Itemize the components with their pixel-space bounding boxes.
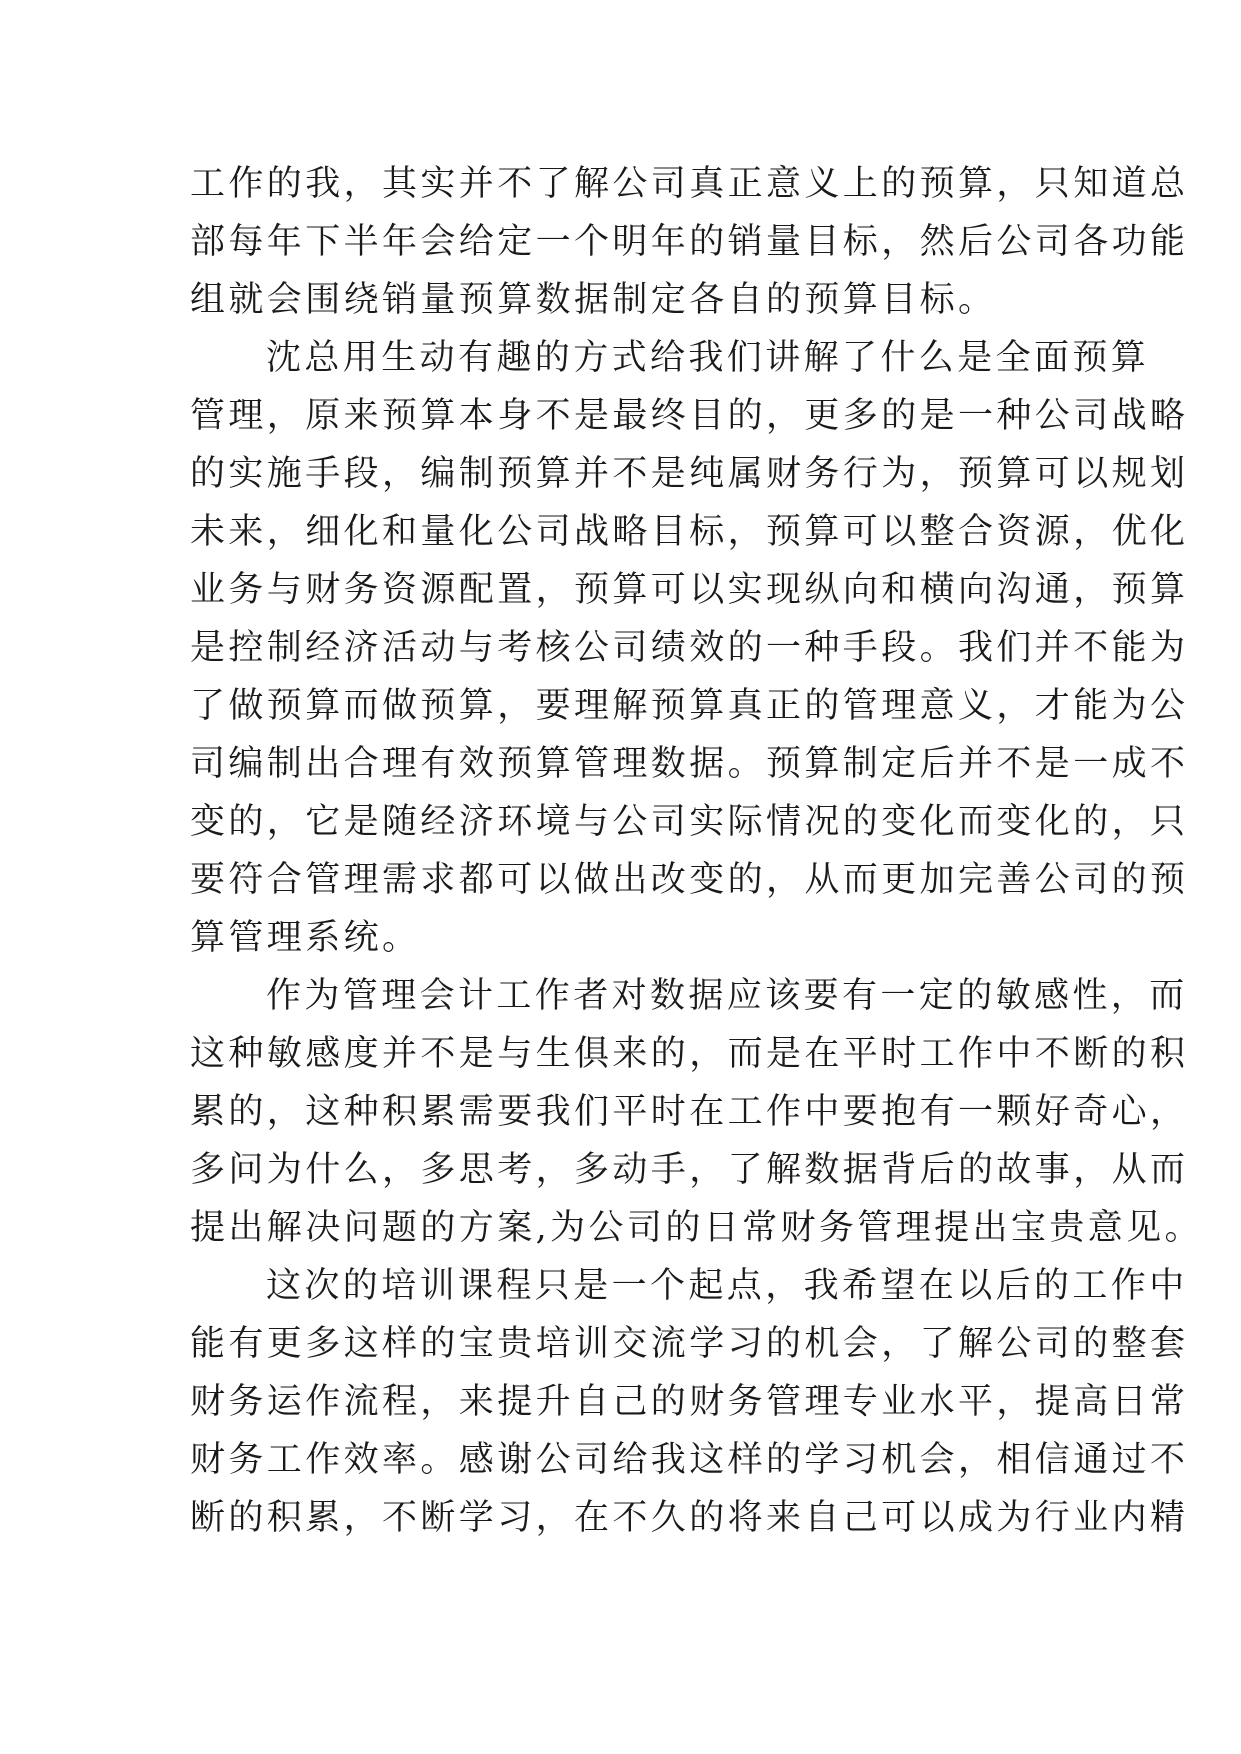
paragraph-1 — [190, 155, 1189, 329]
text-line: 多问为什么，多思考，多动手，了解数据背后的故事，从而 — [190, 1150, 1189, 1190]
paragraph-4 — [190, 1257, 1189, 1547]
text-line: 部每年下半年会给定一个明年的销量目标，然后公司各功能 — [190, 222, 1189, 262]
text-line: 业务与财务资源配置，预算可以实现纵向和横向沟通，预算 — [190, 570, 1189, 610]
paragraph-3 — [190, 967, 1203, 1257]
text-line: 变的，它是随经济环境与公司实际情况的变化而变化的，只 — [190, 802, 1189, 842]
text-line: 沈总用生动有趣的方式给我们讲解了什么是全面预算 — [266, 338, 1150, 378]
text-line: 能有更多这样的宝贵培训交流学习的机会，了解公司的整套 — [190, 1324, 1189, 1364]
text-line: 了做预算而做预算，要理解预算真正的管理意义，才能为公 — [190, 686, 1189, 726]
text-line: 工作的我，其实并不了解公司真正意义上的预算，只知道总 — [190, 164, 1189, 204]
document-body — [190, 155, 1203, 1547]
text-line: 断的积累，不断学习，在不久的将来自己可以成为行业内精 — [190, 1498, 1189, 1538]
text-line: 这种敏感度并不是与生俱来的，而是在平时工作中不断的积 — [190, 1034, 1189, 1074]
text-line: 司编制出合理有效预算管理数据。预算制定后并不是一成不 — [190, 744, 1189, 784]
text-line: 的实施手段，编制预算并不是纯属财务行为，预算可以规划 — [190, 454, 1189, 494]
text-line: 财务运作流程，来提升自己的财务管理专业水平，提高日常 — [190, 1382, 1189, 1422]
text-line: 这次的培训课程只是一个起点，我希望在以后的工作中 — [266, 1266, 1188, 1306]
text-line: 要符合管理需求都可以做出改变的，从而更加完善公司的预 — [190, 860, 1189, 900]
text-line: 组就会围绕销量预算数据制定各自的预算目标。 — [190, 280, 997, 320]
text-line: 是控制经济活动与考核公司绩效的一种手段。我们并不能为 — [190, 628, 1189, 668]
text-line: 算管理系统。 — [190, 918, 421, 958]
paragraph-2 — [190, 329, 1189, 967]
text-line: 未来，细化和量化公司战略目标，预算可以整合资源，优化 — [190, 512, 1189, 552]
text-line: 财务工作效率。感谢公司给我这样的学习机会，相信通过不 — [190, 1440, 1189, 1480]
text-line: 管理，原来预算本身不是最终目的，更多的是一种公司战略 — [190, 396, 1189, 436]
text-line: 作为管理会计工作者对数据应该要有一定的敏感性，而 — [266, 976, 1188, 1016]
text-line: 累的，这种积累需要我们平时在工作中要抱有一颗好奇心， — [190, 1092, 1189, 1132]
text-line: 提出解决问题的方案,为公司的日常财务管理提出宝贵意见。 — [190, 1208, 1203, 1248]
